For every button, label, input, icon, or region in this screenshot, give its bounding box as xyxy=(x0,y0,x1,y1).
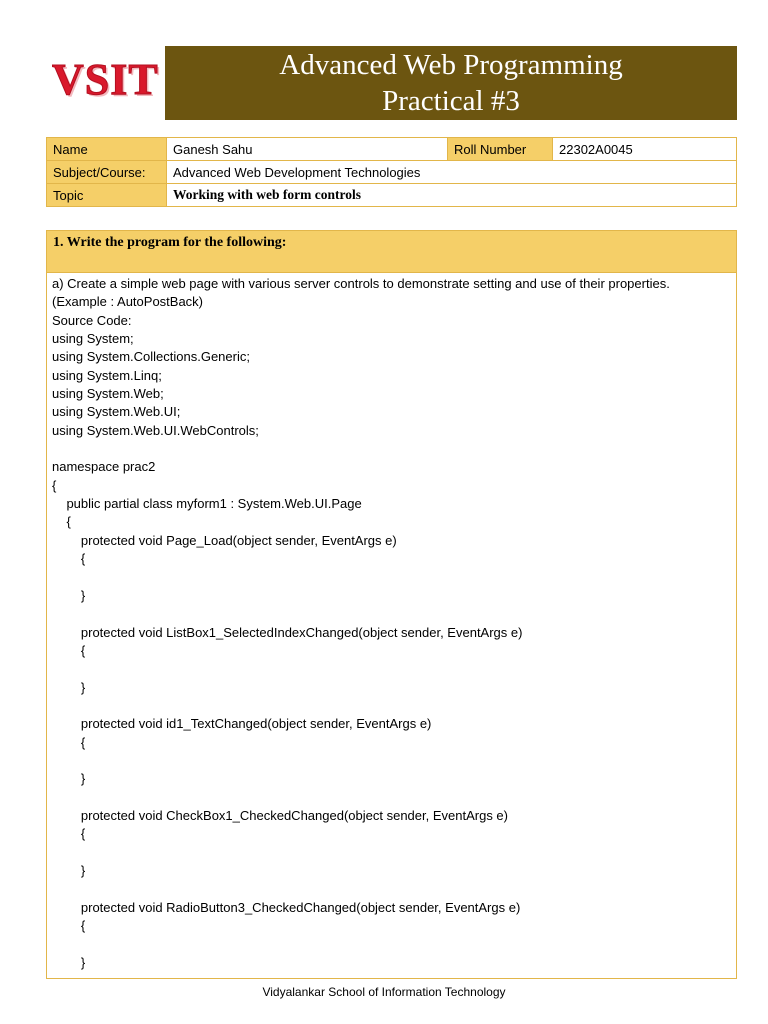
code-line: using System.Web; xyxy=(52,386,164,402)
code-line: } xyxy=(52,679,86,695)
code-line xyxy=(52,440,731,458)
code-line: { xyxy=(52,477,57,493)
code-line: { xyxy=(52,826,86,842)
code-line: { xyxy=(52,734,86,750)
practical-number: Practical #3 xyxy=(382,85,520,117)
name-value: Ganesh Sahu xyxy=(167,138,448,161)
code-line: protected void Page_Load(object sender, EventArgs e) xyxy=(52,532,397,548)
code-line xyxy=(52,935,731,953)
question-heading: 1. Write the program for the following: xyxy=(46,230,737,273)
roll-number-value: 22302A0045 xyxy=(553,138,737,161)
info-row-topic xyxy=(47,184,737,207)
question-text-line: a) Create a simple web page with various server controls to demonstrate setting and use of their properties. xyxy=(52,276,670,291)
code-line: } xyxy=(52,771,86,787)
roll-number-label: Roll Number xyxy=(448,138,553,161)
code-line: { xyxy=(52,514,71,530)
code-line: { xyxy=(52,918,86,934)
info-row-subject xyxy=(47,161,737,184)
question-text-line: Source Code: xyxy=(52,312,132,328)
title-banner xyxy=(165,46,737,120)
code-line: using System.Linq; xyxy=(52,367,162,383)
footer-text: Vidyalankar School of Information Technology xyxy=(262,985,506,999)
code-line xyxy=(52,605,731,623)
subject-label: Subject/Course: xyxy=(47,161,167,184)
code-line: protected void CheckBox1_CheckedChanged(object sender, EventArgs e) xyxy=(52,807,508,823)
code-line xyxy=(52,569,731,587)
code-line: } xyxy=(52,863,86,878)
source-code-box xyxy=(46,273,737,979)
info-row-name xyxy=(47,138,737,161)
topic-value: Working with web form controls xyxy=(167,184,737,207)
code-line: using System.Collections.Generic; xyxy=(52,349,250,365)
code-line xyxy=(52,844,731,862)
vsit-logo: VSIT xyxy=(52,55,159,104)
code-line: { xyxy=(52,642,86,658)
code-line: protected void RadioButton3_CheckedChanged(object sender, EventArgs e) xyxy=(52,899,521,915)
code-line: protected void ListBox1_SelectedIndexChanged(object sender, EventArgs e) xyxy=(52,624,523,640)
code-line: public partial class myform1 : System.Web.UI.Page xyxy=(52,496,362,512)
code-line: protected void id1_TextChanged(object sender, EventArgs e) xyxy=(52,716,432,732)
code-line: { xyxy=(52,551,86,567)
subject-value: Advanced Web Development Technologies xyxy=(167,161,737,184)
code-line: using System; xyxy=(52,331,134,347)
code-line xyxy=(52,789,731,807)
code-line: using System.Web.UI; xyxy=(52,404,181,420)
question-text-line: (Example : AutoPostBack) xyxy=(52,294,204,310)
code-line: } xyxy=(52,954,86,970)
code-line xyxy=(52,752,731,770)
code-line: } xyxy=(52,587,86,603)
page-title: Advanced Web Programming xyxy=(279,49,623,81)
code-line xyxy=(52,697,731,715)
student-info-table xyxy=(46,137,737,207)
code-line xyxy=(52,880,731,898)
name-label: Name xyxy=(47,138,167,161)
topic-label: Topic xyxy=(47,184,167,207)
code-line: namespace prac2 xyxy=(52,459,156,475)
code-line xyxy=(52,660,731,678)
code-line: using System.Web.UI.WebControls; xyxy=(52,422,259,438)
